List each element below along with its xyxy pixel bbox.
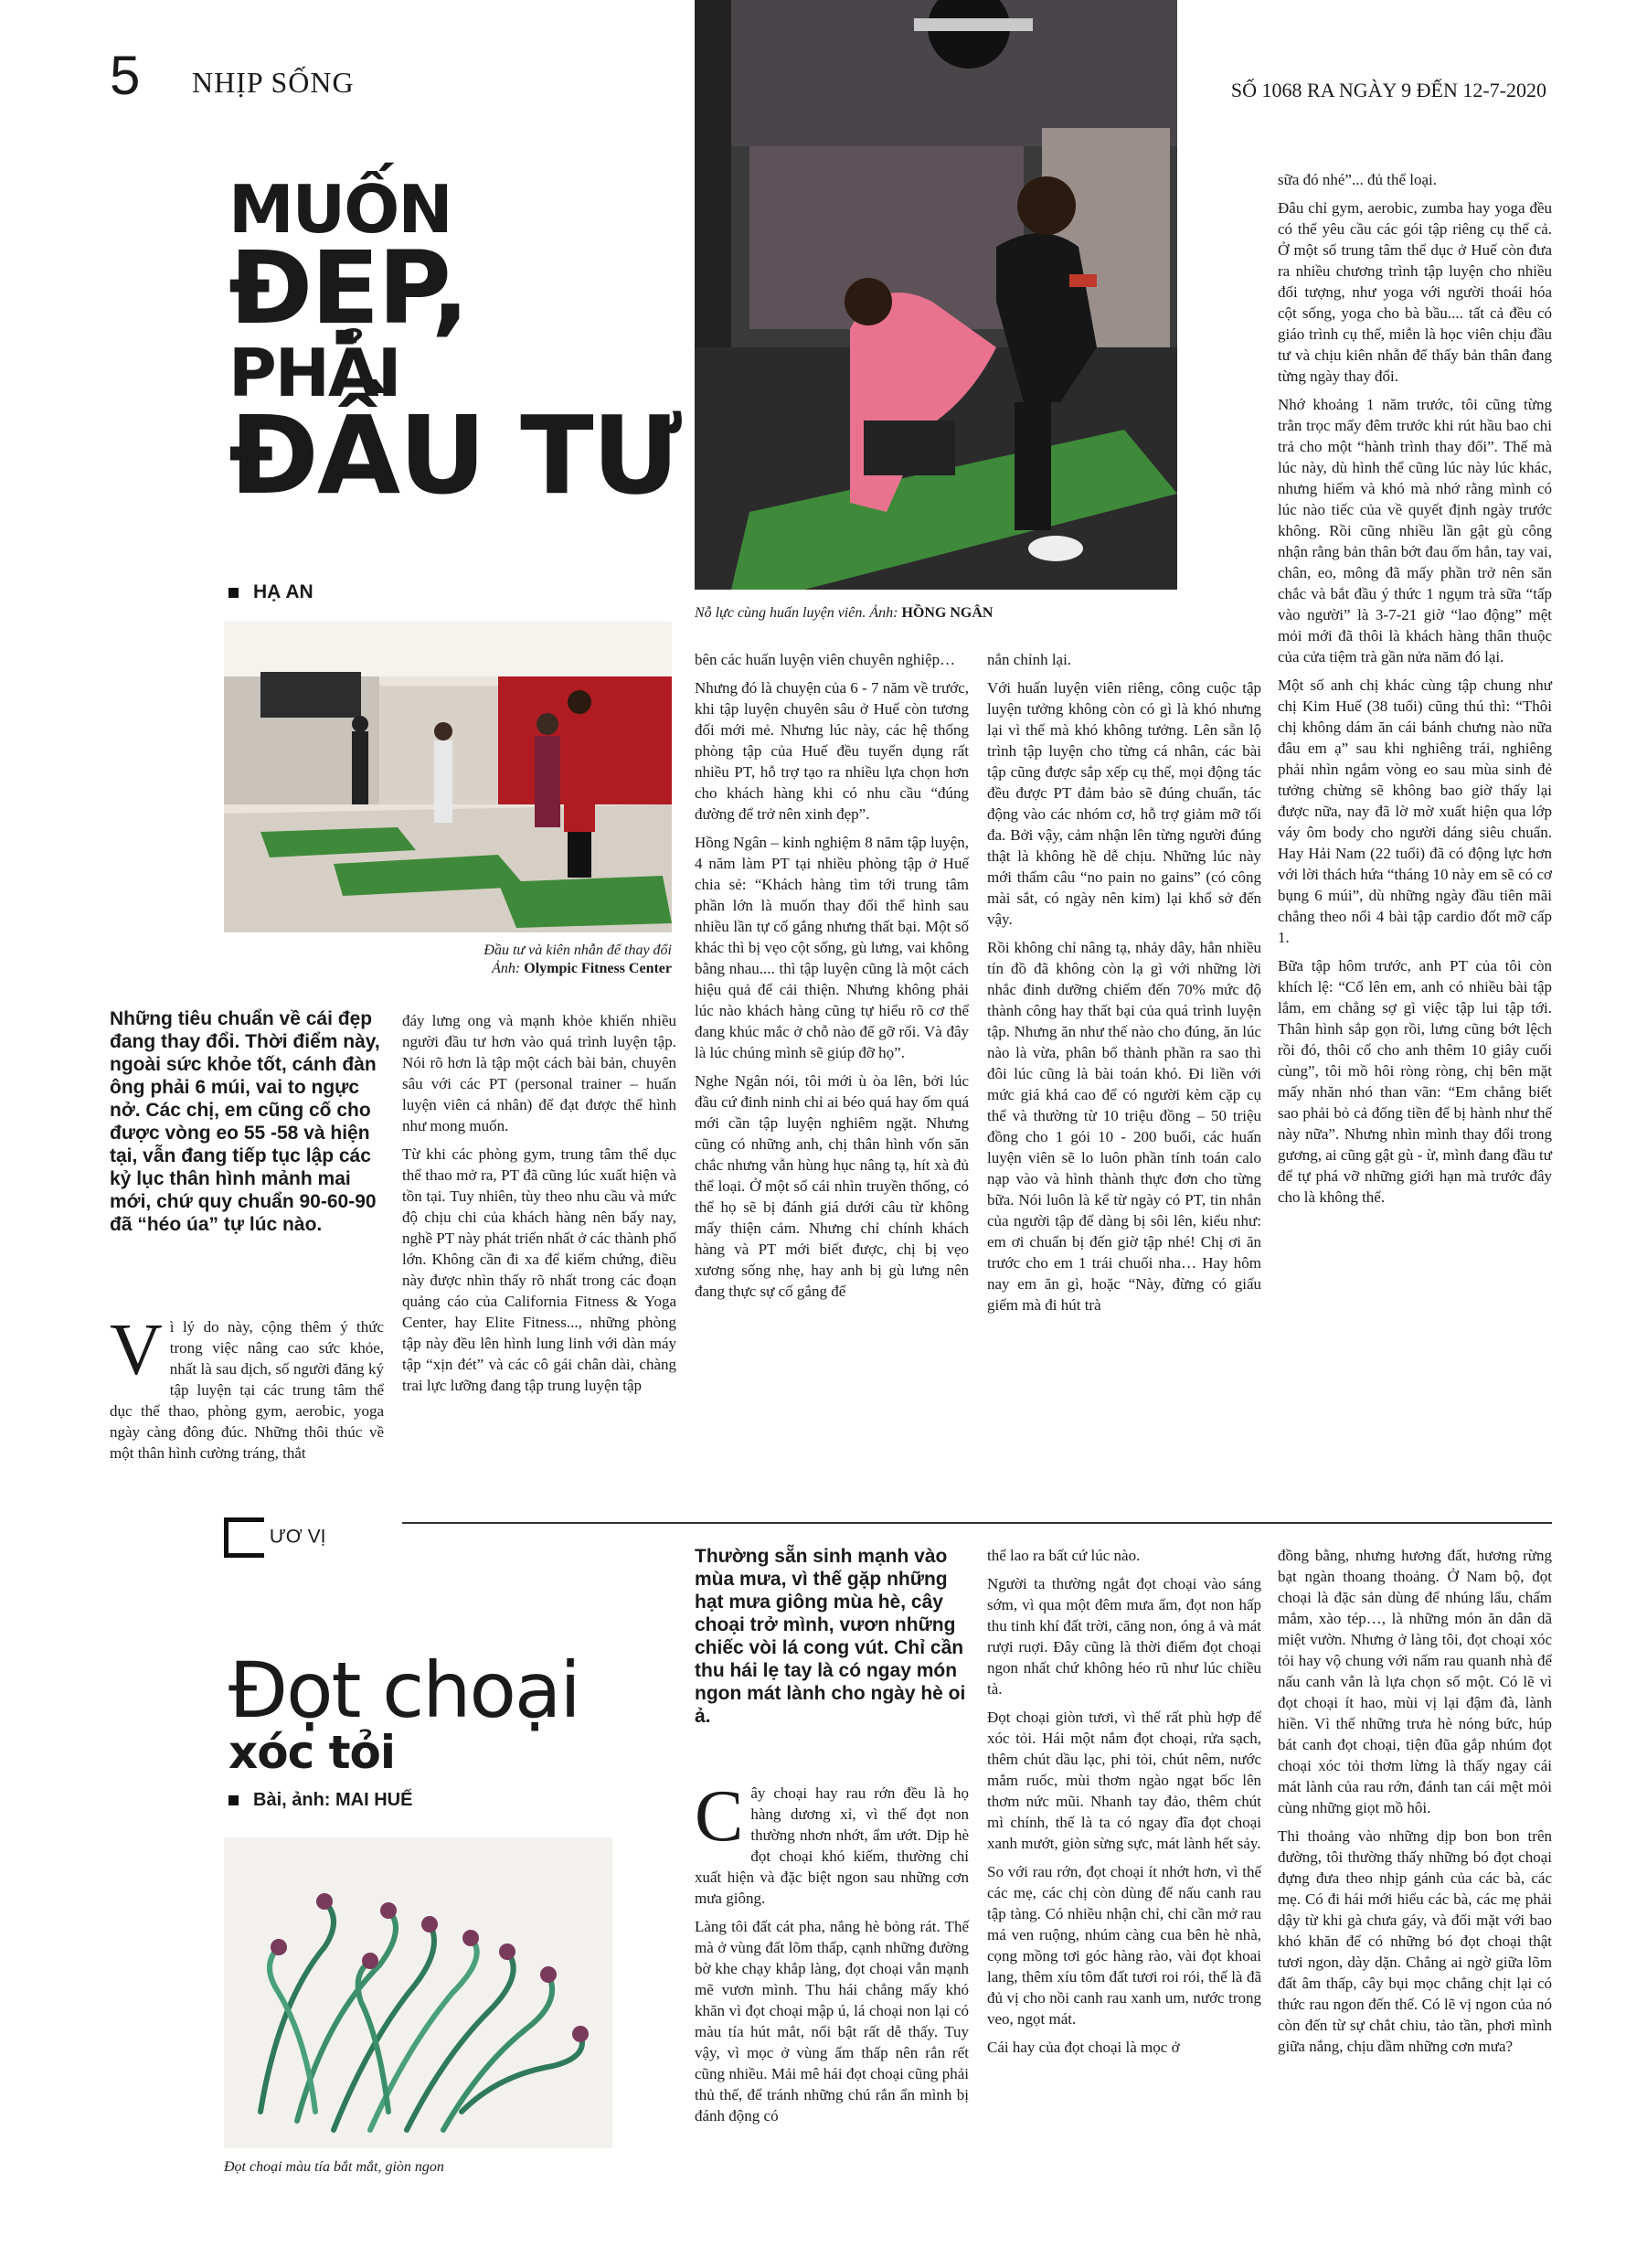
a1-col5-p3: Nhớ khoảng 1 năm trước, tôi cũng từng trằn trọc mấy đêm trước khi rút hầu bao chi trả cho một “hành trình thay đổi”. Thế mà lúc này, dù hình thể cũng lúc này lúc khác, nhưng hiếm và khó mà nhớ rằng mình có lúc nào tiếc của về quyết định ngày trước không. Rồi cũng nhiều lần gật gù công nhận rằng bản thân bớt đau ốm hẳn, tay vai, chân, eo, mông đã mấy phần trở nên săn chắc và bắt đầu ý thức 1 ngụm trà sữa “tấp vào người” là 3-7-21 giờ “lao động” mệt mỏi mới đã thôi là khách hàng thân thuộc của cửa tiệm trà gần nửa năm đó lại. [1278, 396, 1552, 665]
a1-col3-p3: Hồng Ngân – kinh nghiệm 8 năm tập luyện, 4 năm làm PT tại nhiều phòng tập ở Huế chia sẻ: “Khách hàng tìm tới trung tâm phần lớn là muốn thay đổi thể hình sau nhiều lần tự cố gắng nhưng thất bại. Một số khác thì bị vẹo cột sống, gù lưng, vai không bằng nhau.... thì tập luyện cũng là một cách hiệu quả để cải thiện. Nhưng không phải lúc nào khách hàng cũng tự hiểu rõ cơ thể đang khúc mắc ở chỗ nào để gỡ rối. Và đây là lúc chúng mình sẽ giúp đỡ họ”. [695, 834, 969, 1061]
a1-col1-p1: ì lý do này, cộng thêm ý thức trong việc nâng cao sức khỏe, nhất là sau dịch, số người đăng ký tập luyện tại các trung tâm thể dục thể thao, phòng gym, aerobic, yoga ngày càng đông đúc. Những thôi thúc về một thân hình cường tráng, thắt [110, 1318, 384, 1462]
a1-col4-p1: nắn chỉnh lại. [987, 651, 1072, 668]
a2-col2-p1: thể lao ra bất cứ lúc nào. [987, 1547, 1141, 1564]
a2-col3-p2: Thi thoảng vào những dịp bon bon trên đường, tôi thường thấy những bó đọt choại đựng đưa theo nhịp gánh của các bà, các mẹ. Có đi hái mới hiểu các bà, các mẹ phải dậy từ khi gà chưa gáy, và đối mặt với bao khó khăn để có những bó đọt choại thật tươi ngon, dày dặn. Chẳng ai ngờ giữa lõm đất âm thấp, cây bụi mọc chẳng chịt lại có thức rau ngon đến thế. Có lẽ vị ngon của nó còn đến từ sự chắt chiu, tảo tần, phơi mình giữa nắng, chịu dầm những cơn mưa? [1278, 1827, 1552, 2055]
article2-col3 [1278, 1545, 1552, 2064]
a2-col2-p4: So với rau rớn, đọt choại ít nhớt hơn, vì thế các mẹ, các chị còn dùng để nấu canh rau tập tàng. Có nhiều nhận chỉ, chỉ cần mở rau má ven ruộng, nhúm càng cua bên hè nhà, cọng mồng tơi góc hàng rào, vài đọt khoai lang, thêm xíu tôm đất tươi roi rói, thế là đã đủ vị cho nồi canh rau xanh um, nước trong veo, ngọt mát. [987, 1863, 1261, 2028]
article1-byline: HẠ AN [228, 581, 313, 603]
gym-class-photo [224, 622, 672, 932]
photo2-credit: HỒNG NGÂN [901, 605, 994, 621]
photo2-credit-label: Ảnh: [869, 605, 898, 621]
section-title: NHỊP SỐNG [192, 66, 355, 99]
a1-col5-p1: sữa đó nhé”... đủ thể loại. [1278, 171, 1437, 188]
a1-col5-p5: Bữa tập hôm trước, anh PT của tôi còn khích lệ: “Cố lên em, anh có nhiều bài tập lắm, em chẳng sợ gì việc tập lui tập tới. Thân hình sắp gọn rồi, lưng cũng bớt lệch rồi đó, thôi cố cho anh thêm 10 giây cuối cùng”, tôi mồ hôi ròng ròng, chị bên mặt mấy nhăn nhó than vãn: “Em chẳng biết sao phải bỏ cả đống tiền để bị hành như thế này nữa”. Nhưng nhìn mình thay đổi trong gương, ai cũng gật gù - ừ, mình đang đầu tư để tự phá vỡ những giới hạn mà trước đây cho là không thể. [1278, 957, 1552, 1206]
dropcap-v: V [110, 1310, 163, 1390]
headline-line2: ĐẸP, [228, 229, 468, 347]
photo1-caption [439, 942, 672, 978]
a1-col4-p2: Với huấn luyện viên riêng, công cuộc tập luyện tưởng không còn có gì là khó nhưng lại vì thế mà khó không tưởng. Lên sẵn lộ trình tập luyện cho từng cá nhân, các bài tập cũng được sắp xếp cụ thể, mọi động tác đều được PT đảm bảo sẽ đúng chuẩn, tác động vào các nhóm cơ, hỗ trợ giảm mỡ tối đa. Bởi vậy, cảm nhận lên từng người đúng thật là không hề dễ chịu. Những lúc này mới thấm câu “no pain no gains” (có công mài sắt, có ngày nên kim) lại khổ sở đến vậy. [987, 679, 1261, 928]
article1-col2 [402, 1010, 676, 1403]
article1-col3 [695, 649, 969, 1309]
trainer-photo [695, 0, 1177, 590]
article2-col1 [695, 1776, 969, 2134]
photo1-credit-label: Ảnh: [492, 961, 521, 976]
fern-photo [224, 1837, 612, 2148]
a2-col3-p1: đồng bằng, nhưng hương đất, hương rừng bạt ngàn thoang thoảng. Ở Nam bộ, đọt choại là đặc sản dùng để nhúng lẩu, chấm mắm, xào tép…, là những món ăn dân dã miệt vườn. Nhưng ở làng tôi, đọt choại xóc tỏi hay vộ chung với nấm rau quanh nhà để nấu canh vẫn là lựa chọn số một. Có lẽ vì đọt choại ít hao, mùi vị lại đậm đà, lành hiền. Vì thế những trưa hè nóng bức, húp bát canh đọt choại, tiện đũa gắp nhúm đọt choại xóc tỏi thơm lừng là thấy ngay cái mát lành của rau rớn, đánh tan cái mệt mỏi cùng những giọt mồ hôi. [1278, 1547, 1552, 1816]
photo2-caption [695, 605, 1177, 622]
article1-headline [228, 171, 681, 519]
headline-line3: PHẢI [228, 334, 400, 411]
article2-title-line2: xóc tỏi [228, 1726, 396, 1779]
photo1-caption-text: Đầu tư và kiên nhẫn để thay đổi [483, 942, 672, 958]
a1-col5-p4: Một số anh chị khác cùng tập chung như chị Kim Huế (38 tuổi) cũng thú thì: “Thôi chị không dám ăn cái bánh chưng nào nữa đâu em ạ” sau khi nghiêng trái, nghiêng phải nhìn ngắm vòng eo sau mùa sinh đẻ tưởng chừng sẽ không bao giờ thấy lại được nữa, nay đã lờ mờ xuất hiện qua lớp váy ôm body cho người dáng siêu chuẩn. Hay Hải Nam (22 tuổi) đã có động lực hơn với lời thách hứa “tháng 10 này em sẽ có cơ bụng 6 múi”, dù những ngày đầu tiên mãi chẳng theo nổi 4 bài tập cardio đốt mỡ cấp 1. [1278, 676, 1552, 946]
a1-col2-p1: đáy lưng ong và mạnh khỏe khiến nhiều người đầu tư hơn vào quá trình luyện tập. Nói rõ hơn là tập một cách bài bản, chuyên sâu với các PT (personal trainer – huấn luyện viên cá nhân) để đạt được thể hình như mong muốn. [402, 1012, 676, 1134]
article1-lead: Những tiêu chuẩn về cái đẹp đang thay đổi. Thời điểm này, ngoài sức khỏe tốt, cánh đàn ông phải 6 múi, vai to ngực nở. Các chị, em cũng cố cho được vòng eo 55 -58 và hiện tại, vẫn đang tiếp tục lập các kỷ lục thân hình mảnh mai mới, chứ quy chuẩn 90-60-90 đã “héo úa” tự lúc nào. [110, 1008, 380, 1235]
a2-col2-p2: Người ta thường ngắt đọt choại vào sáng sớm, vì qua một đêm mưa ẩm, đọt non hấp thu tinh khí đất trời, căng non, óng ả và mát rượi ruợi. Đây cũng là thời điểm đọt choại ngon nhất chứ không héo rũ như lúc chiều tà. [987, 1575, 1261, 1698]
section-label-text: ƯƠ VỊ [269, 1526, 326, 1548]
a2-col1-p1: ây choại hay rau rớn đều là họ hàng dương xỉ, vì thế đọt non thường nhơn nhớt, ẩm ướt. Dịp hè đọt choại khó kiếm, thường chỉ xuất hiện và đặc biệt ngon sau những cơn mưa giông. [695, 1784, 969, 1907]
page-number: 5 [110, 45, 141, 106]
article1-col4 [987, 649, 1261, 1323]
article1-col5 [1278, 169, 1552, 1215]
headline-line4: ĐẦU TƯ [228, 392, 681, 519]
article1-col1 [110, 1310, 384, 1471]
article2-byline: Bài, ảnh: MAI HUẾ [228, 1790, 412, 1811]
a2-col2-p5: Cái hay của đọt choại là mọc ở [987, 2039, 1180, 2056]
a1-col3-p2: Nhưng đó là chuyện của 6 - 7 năm về trước, khi tập luyện chuyên sâu ở Huế còn tương đối mới mẻ. Nhưng lúc này, các hệ thống phòng tập của Huế đều tuyển dụng rất nhiều PT, hỗ trợ tạo ra nhiều lựa chọn hơn cho khách hàng khi có nhu cầu “đúng đường để trở nên xinh đẹp”. [695, 679, 969, 823]
a1-col5-p2: Đâu chỉ gym, aerobic, zumba hay yoga đều có thể yêu cầu các gói tập riêng cụ thể cả. Ở một số trung tâm thể dục ở Huế còn đưa ra nhiều chương trình tập luyện cho nhiều đối tượng, như yoga với người thoái hóa cột sống, yoga cho bà bầu.... tất cả đều có giáo trình cụ thể, miễn là học viên chịu đầu tư và chịu kiên nhẫn để thấy bản thân đang từng ngày thay đổi. [1278, 199, 1552, 385]
article2-lead: Thường sẵn sinh mạnh vào mùa mưa, vì thế gặp những hạt mưa giông mùa hè, cây choại trở mình, vươn những chiếc vòi lá cong vút. Chỉ cần thu hái lẹ tay là có ngay món ngon mát lành cho ngày hè oi ả. [695, 1546, 966, 1727]
article2-title-line1: Đọt choại [228, 1645, 579, 1735]
a1-col2-p2: Từ khi các phòng gym, trung tâm thể dục thể thao mở ra, PT đã cũng lúc xuất hiện và tồn tại. Tuy nhiên, tùy theo nhu cầu và mức độ chịu chi của khách hàng nên bấy nay, nghề PT này phát triển nhất ở các thành phố lớn. Không cần đi xa để kiểm chứng, điều này được nhìn thấy rõ nhất trong các đoạn quảng cáo của California Fitness & Yoga Center, hay Elite Fitness..., những phòng tập này đều lên hình lung linh với dàn máy tập “xịn đét” và các cô gái chân dài, chàng trai lực lưỡng đang tập trung luyện tập [402, 1145, 676, 1394]
dropcap-c: C [695, 1776, 744, 1857]
article2-col2 [987, 1545, 1261, 2065]
a1-col3-p4: Nghe Ngân nói, tôi mới ù òa lên, bởi lúc đầu cứ đinh ninh chỉ ai béo quá hay ốm quá mới cần tập luyện nghiêm ngặt. Nhưng cũng có những anh, chị thân hình vốn săn chắc nhưng vẫn hùng hục nâng tạ, hít xà đủ thể loại. Ở một số cái nhìn truyền thống, có thể họ sẽ bị đánh giá dưới câu từ không mấy thiện cảm. Nhưng chỉ chính khách hàng và PT mới biết được, chị bị vẹo xương sống nhẹ, hay anh bị gù lưng nên đang thực sự cố gắng để [695, 1072, 969, 1300]
a1-col3-p1: bên các huấn luyện viên chuyên nghiệp… [695, 651, 956, 668]
section-box-icon [224, 1517, 264, 1558]
photo2-caption-text: Nỗ lực cùng huấn luyện viên. [695, 605, 866, 621]
headline-line1: MUỐN [228, 171, 452, 248]
fern-photo-caption: Đọt choại màu tía bắt mắt, giòn ngon [224, 2159, 444, 2175]
a2-col1-p2: Làng tôi đất cát pha, nắng hè bỏng rát. Thế mà ở vùng đất lõm thấp, cạnh những đường bờ khe chạy khắp làng, đọt choại vẫn mạnh mẽ vươn mình. Thu hái chẳng mấy khó khăn vì đọt choại mập ú, lá choại non lại có màu tía hút mắt, nổi bật rất dễ thấy. Tuy vậy, vì mọc ở vùng ẩm thấp nên rắn rết cũng nhiều. Mải mê hái đọt choại cũng phải thủ thế, để tránh những chú rắn ẩn mình bị đánh động có [695, 1918, 969, 2124]
issue-date: SỐ 1068 RA NGÀY 9 ĐẾN 12-7-2020 [1230, 79, 1546, 101]
a2-col2-p3: Đọt choại giòn tươi, vì thế rất phù hợp để xóc tỏi. Hái một nắm đọt choại, rửa sạch, thêm chút dầu lạc, phi tỏi, chút nêm, nước mắm ruốc, mùi thơm ngào ngạt bốc lên thơm nức mũi. Nhanh tay đảo, thêm chút mì chính, thế là ta có ngay đĩa đọt choại xanh mướt, giòn sừng sực, mát lành hết sảy. [987, 1709, 1261, 1852]
a1-col4-p3: Rồi không chỉ nâng tạ, nhảy dây, hẳn nhiều tín đồ đã không còn lạ gì với những lời nhắc đinh dưỡng chiếm đến 70% mức độ thành công hay thất bại của quá trình luyện tập. Nhưng ăn như thế nào cho đúng, ăn lúc nào là vừa, phân bổ thành phần ra sao thì đôi lúc cũng là bài toán khó. Đi liền với mức giá khá cao để có người kèm cặp cụ thể và thường từ 10 triệu đồng – 50 triệu đồng cho 1 gói 10 - 200 buổi, các huấn luyện viên sẽ lo luôn phần tính toán calo nạp vào và hình thành thực đơn cho từng bữa. Nói luôn là kể từ ngày có PT, tin nhắn của người tập để dàng bị sôi lên, kiểu như: em ơi chuẩn bị đến giờ tập nhé! Chị ơi ăn trước cho em 1 trái chuối nha… Hay hôm nay em ăn gì, hoặc “Này, đừng có giấu giếm mà đi hút trà [987, 939, 1261, 1314]
section-divider [402, 1522, 1552, 1524]
photo1-credit: Olympic Fitness Center [524, 961, 672, 976]
article2-section-label [224, 1517, 325, 1558]
